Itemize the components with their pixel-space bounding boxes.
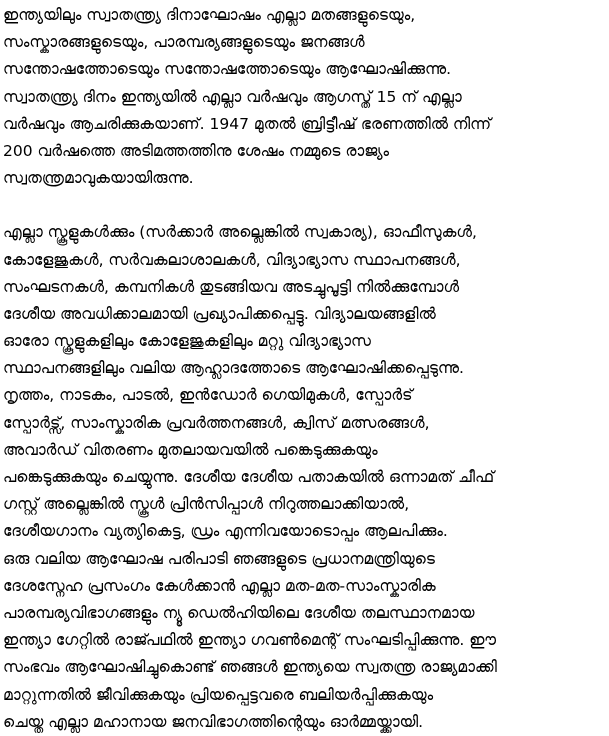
text-line: മാറ്റുന്നതിൽ ജീവിക്കുകയും പ്രിയപ്പെട്ടവരെ ബലിയർപ്പിക്കുകയും bbox=[3, 685, 434, 704]
paragraph-celebrations bbox=[3, 219, 606, 736]
text-line: ദേശീയഗാനം വ്യത്യികെട്ട, ഡ്രം എന്നിവയോടൊപ്പം ആലപിക്കും. bbox=[3, 522, 448, 541]
text-line: സ്പോർട്സ്, സാംസ്കാരിക പ്രവർത്തനങ്ങൾ, ക്വിസ് മത്സരങ്ങൾ, bbox=[3, 413, 430, 432]
text-line: സന്തോഷത്തോടെയും സന്തോഷത്തോടെയും ആഘോഷിക്കുന്നു. bbox=[3, 60, 452, 79]
text-line: എല്ലാ സ്കൂളുകൾക്കും (സർക്കാർ അല്ലെങ്കിൽ സ്വകാര്യ), ഓഫീസുകൾ, bbox=[3, 223, 477, 242]
text-line: ഇന്ത്യയിലും സ്വാതന്ത്ര്യ ദിനാഘോഷം എല്ലാ മതങ്ങളുടെയും, bbox=[3, 6, 416, 24]
text-line: സംസ്കാരങ്ങളുടെയും, പാരമ്പര്യങ്ങളുടെയും ജനങ്ങൾ bbox=[3, 33, 365, 52]
text-line: ചെയ്ത എല്ലാ മഹാനായ ജനവിഭാഗത്തിന്റെയും ഓർമ്മയ്ക്കായി. bbox=[3, 712, 424, 731]
text-line: സ്ഥാപനങ്ങളിലും വലിയ ആഹ്ലാദത്തോടെ ആഘോഷിക്കപ്പെടുന്നു. bbox=[3, 359, 464, 378]
text-line: ഇന്ത്യാ ഗേറ്റിൽ രാജ്പഥിൽ ഇന്ത്യാ ഗവൺമെന്റ് സംഘടിപ്പിക്കുന്നു. ഈ bbox=[3, 631, 497, 650]
text-line: സംഘടനകൾ, കമ്പനികൾ തുടങ്ങിയവ അടച്ചുപൂട്ടി നിൽക്കുമ്പോൾ bbox=[3, 277, 460, 296]
text-line: സ്വാതന്ത്ര്യ ദിനം ഇന്ത്യയിൽ എല്ലാ വർഷവും ആഗസ്ത് 15 ന് എല്ലാ bbox=[3, 87, 462, 106]
paragraph-spacer bbox=[3, 192, 606, 219]
text-line: നൃത്തം, നാടകം, പാടൽ, ഇൻഡോർ ഗെയിമുകൾ, സ്പോർട് bbox=[3, 386, 413, 405]
text-line: പങ്കെടുക്കുകയും ചെയ്യുന്നു. ദേശീയ ദേശീയ പതാകയിൽ ഒന്നാമത് ചീഫ് bbox=[3, 468, 495, 486]
text-line: 200 വർഷത്തെ അടിമത്തത്തിനു ശേഷം നമ്മുടെ രാജ്യം bbox=[3, 141, 390, 160]
text-line: വർഷവും ആചരിക്കുകയാണ്. 1947 മുതൽ ബ്രിട്ടീഷ് ഭരണത്തിൽ നിന്ന് bbox=[3, 114, 492, 133]
document-body bbox=[3, 2, 606, 736]
text-line: ഒരു വലിയ ആഘോഷ പരിപാടി ഞങ്ങളുടെ പ്രധാനമന്ത്രിയുടെ bbox=[3, 549, 435, 568]
text-line: ഗസ്റ്റ് അല്ലെങ്കിൽ സ്കൂൾ പ്രിൻസിപ്പാൾ നിറുത്തലാക്കിയാൽ, bbox=[3, 495, 410, 514]
text-line: ദേശസ്നേഹ പ്രസംഗം കേൾക്കാൻ എല്ലാ മത-മത-സാംസ്കാരിക bbox=[3, 576, 436, 595]
text-line: അവാർഡ് വിതരണം മുതലായവയിൽ പങ്കെടുക്കുകയും bbox=[3, 440, 378, 459]
text-line: ദേശീയ അവധിക്കാലമായി പ്രഖ്യാപിക്കപ്പെട്ടു. വിദ്യാലയങ്ങളിൽ bbox=[3, 304, 436, 323]
text-line: സംഭവം ആഘോഷിച്ചുകൊണ്ട് ഞങ്ങൾ ഇന്ത്യയെ സ്വതന്ത്ര രാജ്യമാക്കി bbox=[3, 658, 497, 677]
text-line: ഓരോ സ്കൂളുകളിലും കോളേജുകളിലും മറ്റു വിദ്യാഭ്യാസ bbox=[3, 332, 371, 351]
text-line: പാരമ്പര്യവിഭാഗങ്ങളും ന്യൂ ഡെൽഹിയിലെ ദേശീയ തലസ്ഥാനമായ bbox=[3, 603, 475, 622]
text-line: കോളേജുകൾ, സർവകലാശാലകൾ, വിദ്യാഭ്യാസ സ്ഥാപനങ്ങൾ, bbox=[3, 250, 461, 269]
paragraph-independence-day-intro bbox=[3, 2, 606, 192]
text-line: സ്വതന്ത്രമാവുകയായിരുന്നു. bbox=[3, 169, 194, 188]
